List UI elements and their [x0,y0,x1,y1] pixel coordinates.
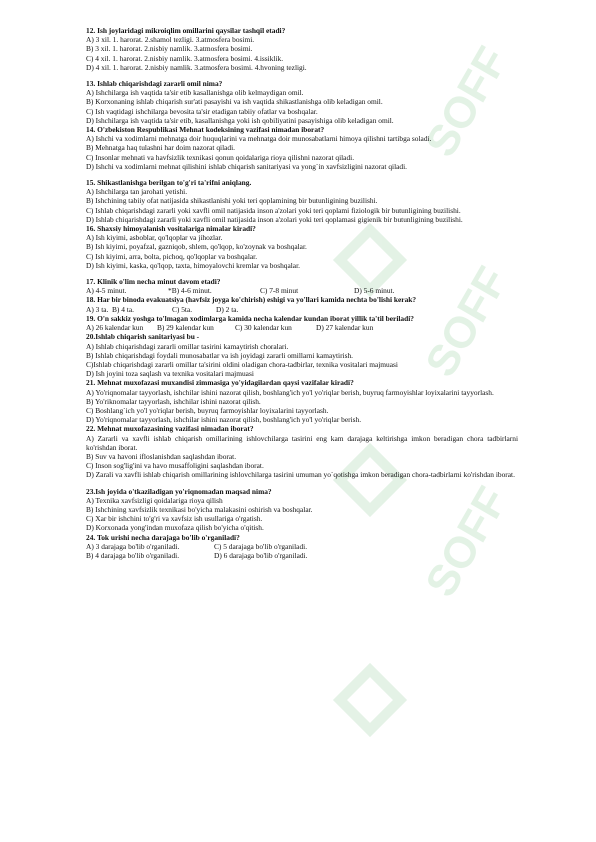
option-b: B) Mehnatga haq tulashni har doim nazorat qiladi. [86,143,236,153]
option-d: D) Korxonada yong'indan muxofaza qilish bo'yicha o'qitish. [86,523,264,533]
option-a: A) Yo'riqnomalar tayyorlash, ishchilar ishini nazorat qilish, boshlang'ich yo'l yo'riqlar berish, buyruq farmoyishlar loyixalarini tayyorlash. [86,387,494,397]
option-b: B) 3 xil. 1. harorat. 2.nisbiy namlik. 3.atmosfera bosimi. [86,44,253,54]
option-c: C) 5ta. [172,304,193,314]
question-title: 16. Shaxsiy himoyalanish vositalariga nimalar kiradi? [86,224,256,234]
option-c: C) 30 kalendar kun [235,323,292,333]
option-d: D) Ishchi va xodimlarni mehnat qilishini ishlab chiqarish sanitariyasi va yong`in xavfsizligini nazorat qiladi. [86,161,408,171]
document-page [86,26,518,560]
question-12 [86,26,518,72]
option-b: B) Ishlab chiqarishdagi foydali munosabatlar va ish joyidagi zararli omillarni kamaytirish. [86,350,354,360]
question-19 [86,314,518,332]
option-b: B) Ishchining tabiiy ofat natijasida shikastlanishi yoki teri qoplamining bir butunligining buzilishi. [86,196,378,206]
question-22 [86,424,518,479]
options-row [86,323,518,332]
option-c: C) 7-8 minut [260,286,299,296]
option-b: B) 4 darajaga bo'lib o'rganiladi. [86,550,180,560]
question-title: 12. Ish joylaridagi mikroiqlim omillarini qaysilar tashqil etadi? [86,26,286,35]
option-c: C) 5 darajaga bo'lib o'rganiladi. [214,541,308,551]
question-title: 22. Mehnat muxofazasining vazifasi nimadan iborat? [86,424,254,434]
question-24 [86,533,518,561]
option-a: A) Ish kiyimi, asboblar, qo'lqoplar va jihozlar. [86,233,223,243]
option-b: *B) 4-6 minut. [168,286,212,296]
option-d: D) 27 kalendar kun [316,323,374,333]
option-a: A) Zararli va xavfli ishlab chiqarish omillarining ishlovchilarga tasirini eng kam darajaga keltirishga imkon beradigan chora tadbirlarni ko'rishdan iborat. [86,433,518,452]
options-row [86,542,518,551]
question-title: 19. O'n sakkiz yoshga to'lmagan xodimlarga kamida necha kalendar kundan iborat yillik ta'til beriladi? [86,313,414,323]
option-a: A) 3 xil. 1. harorat. 2.shamol tezligi. 3.atmosfera bosimi. [86,35,255,45]
option-c: C) 4 xil. 1. harorat. 2.nisbiy namlik. 3.atmosfera bosimi. 4.issiklik. [86,53,284,63]
question-13 [86,79,518,125]
question-title: 13. Ishlab chiqarishdagi zararli omil nima? [86,79,223,89]
question-title: 21. Mehnat muxofazasi muxandisi zimmasiga yo'yidagilardan qaysi vazifalar kiradi? [86,378,354,388]
option-d: D) 5-6 minut. [354,286,395,296]
option-c: C) Inson sog'lig'ini va havo musaffoligini saqlashdan iborat. [86,461,264,471]
option-d: D) 2 ta. [216,304,239,314]
question-title: 18. Har bir binoda evakuatsiya (havfsiz joyga ko'chirish) eshigi va yo'llari kamida nechta bo'lishi kerak? [86,295,417,305]
question-17 [86,277,518,295]
option-d: D) Ishlab chiqarishdagi zararli yoki xavfli omil natijasida inson a'zolari yoki teri qoplamasi gigienik bir butunligining buzilishi. [86,214,463,224]
option-a: A) 4-5 minut. [86,286,127,296]
question-18 [86,295,518,313]
question-title: 15. Shikastlanishga berilgan to'g'ri ta'rifni aniqlang. [86,178,252,188]
question-title: 23.Ish joyida o'tkaziladigan yo'riqnomadan maqsad nima? [86,486,272,496]
option-a: A) 26 kalendar kun [86,323,144,333]
option-d: D) 4 xil. 1. harorat. 2.nisbiy namlik. 3.atmosfera bosimi. 4.hvoning tezligi. [86,62,307,72]
question-title: 14. O'zbekiston Respublikasi Mehnat kodeksining vazifasi nimadan iborat? [86,125,325,135]
question-21 [86,378,518,424]
option-d: D) Ish joyini toza saqlash va texnika vositalari majmuasi [86,369,254,379]
option-c: C)Ishlab chiqarishdagi zararli omillar ta'sirini oldini oladigan chora-tadbirlar, texnika vositalari majmuasi [86,359,398,369]
option-b: B) 4 ta. [112,304,134,314]
option-d: D) Ishchilarga ish vaqtida ta'sir etib, kasallanishga yoki ish qobiliyatini pasayishiga olib keladigan omil. [86,115,394,125]
option-d: D) 6 darajaga bo'lib o'rganiladi. [214,550,308,560]
option-b: B) 29 kalendar kun [157,323,214,333]
option-b: B) Korxonaning ishlab chiqarish sur'ati pasayishi va ish vaqtida shikastlanishga olib keladigan omil. [86,97,383,107]
option-a: A) Ishchi va xodimlarni mehnatga doir huquqlarini va mehnatga doir munosabatlarni himoya qilishni tartibga soladi. [86,134,432,144]
watermark-text-3: SOFF [416,478,518,605]
option-a: A) 3 darajaga bo'lib o'rganiladi. [86,541,180,551]
question-title: 17. Klinik o'lim necha minut davom etadi? [86,277,221,287]
option-b: B) Suv va havoni ifloslanishdan saqlashdan iborat. [86,451,237,461]
option-a: A) Ishchilarga ish vaqtida ta'sir etib kasallanishga olib kelmaydigan omil. [86,88,304,98]
watermark-text-2: SOFF [416,258,518,385]
option-a: A) 3 ta. [86,304,109,314]
option-d: D) Zarali va xavfli ishlab chiqarish omillarining ishlovchilarga tasirini umuman yo`qotishga imkon beradigan chora-tadbirlarni ko'rishdan iborat. [86,470,515,480]
option-c: C) Insonlar mehnati va havfsizlik texnikasi qonun qoidalariga rioya qilishni nazorat qiladi. [86,152,355,162]
option-d: D) Ish kiyimi, kaska, qo'lqop, taxta, himoyalovchi kremlar va boshqalar. [86,260,300,270]
question-23 [86,487,518,533]
option-b: B) Yo'riknomalar tayyorlash, ishchilar ishini nazorat qilish. [86,396,261,406]
question-15 [86,178,518,224]
option-c: C) Boshlang`ich yo'l yo'riqlar berish, buyruq farmoyishlar loyixalarini tayyorlash. [86,405,329,415]
question-title: 20.Ishlab chiqarish sanitariyasi bu - [86,332,200,342]
option-c: C) Ish vaqtidagi ishchilarga bevosita ta'sir etadigan tabiiy ofatlar va boshqalar. [86,106,318,116]
question-14 [86,125,518,171]
option-b: B) Ish kiyimi, poyafzal, gazniqob, shlem, qo'lqop, ko'zoynak va boshqalar. [86,242,307,252]
option-c: C) Xar bir ishchini to'g'ri va xavfsiz ish usullariga o'rgatish. [86,514,263,524]
option-d: D) Yo'riqnomalar tayyorlash, ishchilar ishini nazorat qilish, boshlang'ich yo'l yo'riqlar berish. [86,415,362,425]
option-a: A) Texnika xavfsizligi qoidalariga rioya qilish [86,495,223,505]
option-a: A) Ishchilarga tan jarohati yetishi. [86,187,188,197]
option-a: A) Ishlab chiqarishdagi zararli omillar tasirini kamaytirish choralari. [86,341,289,351]
option-c: C) Ish kiyimi, arra, bolta, pichoq, qo'lqoplar va boshqalar. [86,251,258,261]
question-20 [86,332,518,378]
option-c: C) Ishlab chiqarishdagi zararli yoki xavfli omil natijasida inson a'zolari yoki teri qoplami fiziologik bir butunligining buzilishi. [86,205,461,215]
watermark-diamond-icon [340,670,400,730]
options-row [86,286,518,295]
options-row [86,305,518,314]
question-16 [86,224,518,270]
option-b: B) Ishchining xavfsizlik texnikasi bo'yicha malakasini oshirish va boshqalar. [86,504,313,514]
watermark-text-1: SOFF [416,38,518,165]
question-title: 24. Tok urishi necha darajaga bo'lib o'rganiladi? [86,532,240,542]
options-row [86,551,518,560]
